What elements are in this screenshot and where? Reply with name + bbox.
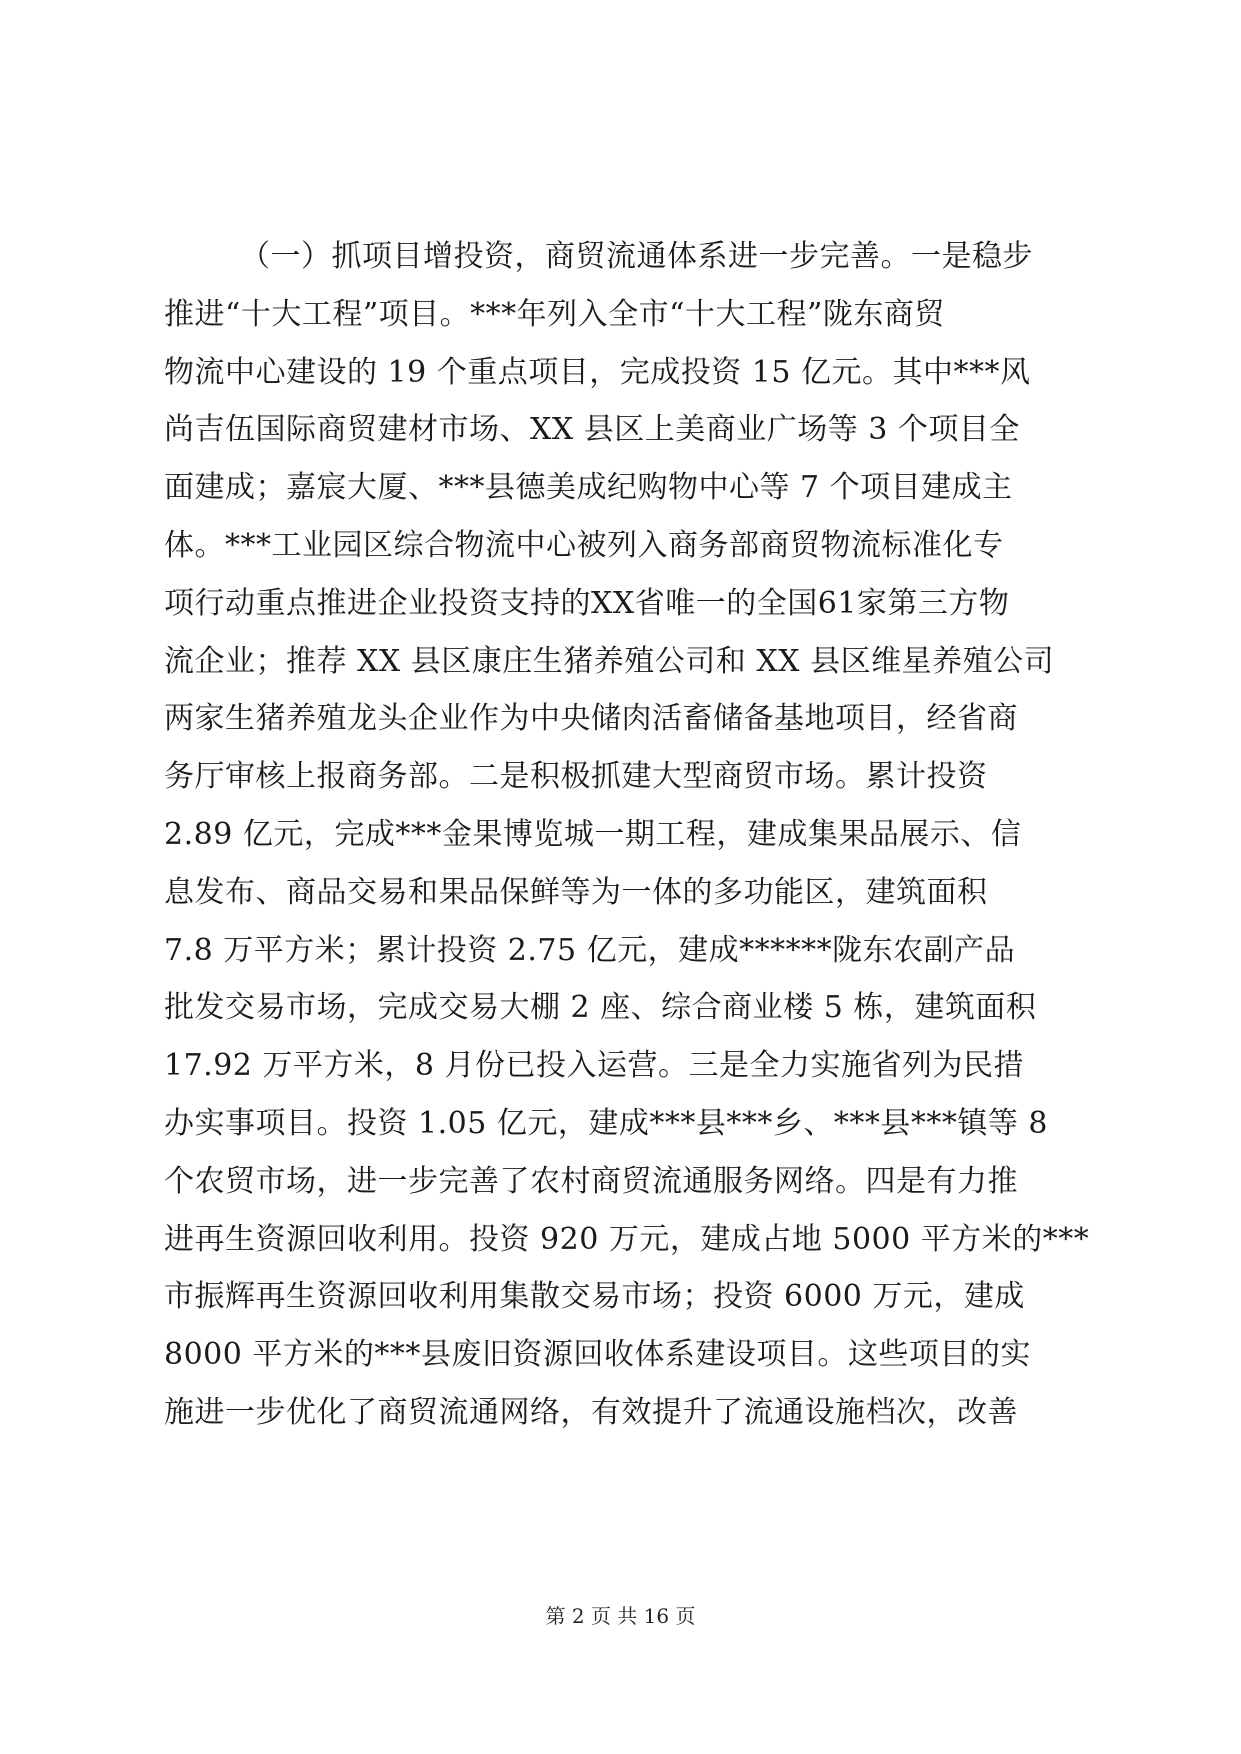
text-line: 办实事项目。投资 1.05 亿元，建成***县***乡、***县***镇等 8 — [164, 1105, 1048, 1141]
text-line: 个农贸市场，进一步完善了农村商贸流通服务网络。四是有力推 — [164, 1163, 1018, 1199]
text-line: 施进一步优化了商贸流通网络，有效提升了流通设施档次，改善 — [164, 1394, 1018, 1430]
text-line: 尚吉伍国际商贸建材市场、XX 县区上美商业广场等 3 个项目全 — [164, 412, 1020, 448]
text-line: 流企业；推荐 XX 县区康庄生猪养殖公司和 XX 县区维星养殖公司 — [164, 643, 1055, 679]
body-paragraph — [164, 228, 1090, 1442]
page-footer: 第 2 页 共 16 页 — [545, 1604, 696, 1628]
text-line: （一）抓项目增投资，商贸流通体系进一步完善。一是稳步 — [240, 239, 1033, 274]
text-line: 17.92 万平方米，8 月份已投入运营。三是全力实施省列为民措 — [164, 1048, 1025, 1084]
text-line: 批发交易市场，完成交易大棚 2 座、综合商业楼 5 栋，建筑面积 — [164, 990, 1037, 1026]
text-line: 进再生资源回收利用。投资 920 万元，建成占地 5000 平方米的*** — [164, 1221, 1090, 1257]
text-line: 推进“十大工程”项目。***年列入全市“十大工程”陇东商贸 — [164, 296, 945, 332]
text-line: 务厅审核上报商务部。二是积极抓建大型商贸市场。累计投资 — [164, 759, 988, 795]
text-line: 8000 平方米的***县废旧资源回收体系建设项目。这些项目的实 — [164, 1337, 1031, 1373]
text-line: 7.8 万平方米；累计投资 2.75 亿元，建成******陇东农副产品 — [164, 932, 1016, 968]
text-line: 2.89 亿元，完成***金果博览城一期工程，建成集果品展示、信 — [164, 816, 1022, 852]
text-line: 面建成；嘉宸大厦、***县德美成纪购物中心等 7 个项目建成主 — [164, 470, 1013, 506]
text-line: 项行动重点推进企业投资支持的XX省唯一的全国61家第三方物 — [164, 585, 1010, 621]
text-line: 两家生猪养殖龙头企业作为中央储肉活畜储备基地项目，经省商 — [164, 701, 1018, 737]
text-line: 息发布、商品交易和果品保鲜等为一体的多功能区，建筑面积 — [164, 874, 988, 910]
text-line: 市振辉再生资源回收利用集散交易市场；投资 6000 万元，建成 — [164, 1279, 1025, 1315]
text-line: 物流中心建设的 19 个重点项目，完成投资 15 亿元。其中***风 — [164, 354, 1031, 390]
text-line: 体。***工业园区综合物流中心被列入商务部商贸物流标准化专 — [164, 527, 1004, 563]
